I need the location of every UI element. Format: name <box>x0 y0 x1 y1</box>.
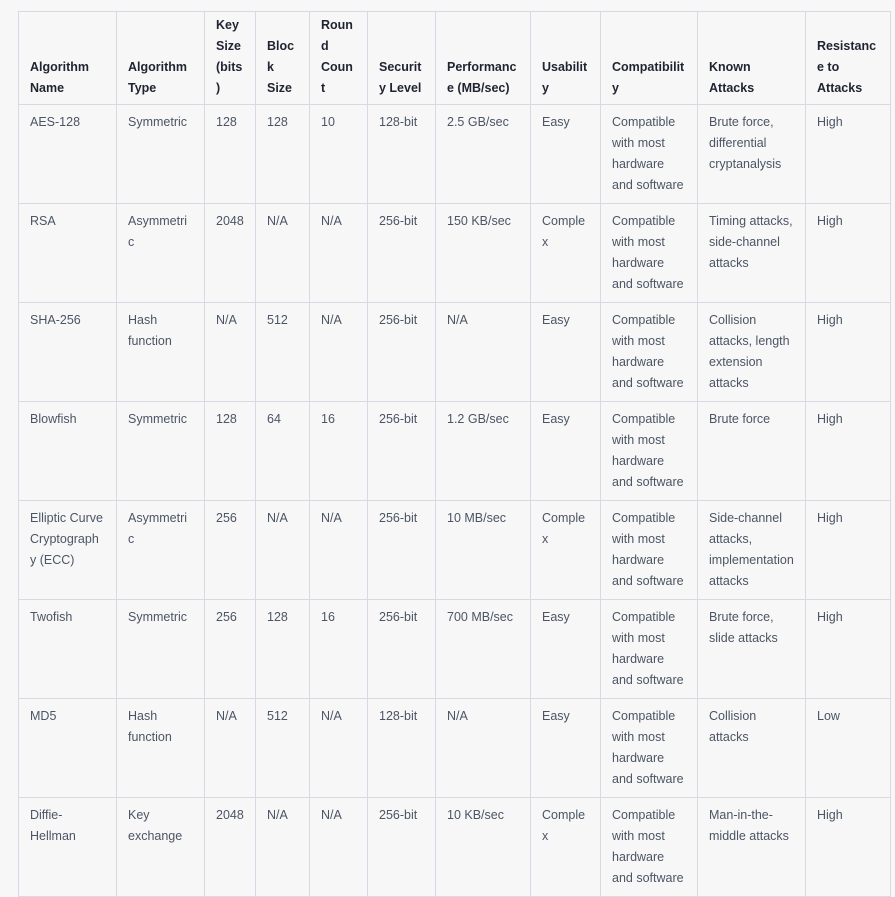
cell-security-level: 128-bit <box>368 105 436 204</box>
cell-usability: Easy <box>531 105 601 204</box>
cell-round-count: 16 <box>310 600 368 699</box>
cell-block-size: 64 <box>256 402 310 501</box>
cell-algorithm-type: Asymmetric <box>117 501 205 600</box>
cell-round-count: N/A <box>310 204 368 303</box>
cell-resistance: High <box>806 204 891 303</box>
cell-performance: N/A <box>436 303 531 402</box>
cell-performance: 150 KB/sec <box>436 204 531 303</box>
cell-key-size: N/A <box>205 699 256 798</box>
cell-round-count: N/A <box>310 798 368 897</box>
cell-security-level: 256-bit <box>368 501 436 600</box>
cell-usability: Complex <box>531 798 601 897</box>
cell-known-attacks: Brute force, differential cryptanalysis <box>698 105 806 204</box>
cell-performance: 10 MB/sec <box>436 501 531 600</box>
cell-algorithm-type: Hash function <box>117 303 205 402</box>
cell-algorithm-name: MD5 <box>19 699 117 798</box>
cell-algorithm-type: Symmetric <box>117 600 205 699</box>
cell-round-count: N/A <box>310 501 368 600</box>
cell-known-attacks: Side-channel attacks, implementation attacks <box>698 501 806 600</box>
cell-algorithm-name: Twofish <box>19 600 117 699</box>
cell-compatibility: Compatible with most hardware and software <box>601 303 698 402</box>
col-header-round-count: Round Count <box>310 12 368 105</box>
cell-block-size: 512 <box>256 303 310 402</box>
cell-resistance: High <box>806 501 891 600</box>
table-row <box>19 501 891 600</box>
cell-known-attacks: Brute force, slide attacks <box>698 600 806 699</box>
cell-resistance: High <box>806 402 891 501</box>
cell-performance: 1.2 GB/sec <box>436 402 531 501</box>
cell-key-size: 128 <box>205 402 256 501</box>
cell-security-level: 256-bit <box>368 204 436 303</box>
cell-algorithm-name: AES-128 <box>19 105 117 204</box>
cell-usability: Easy <box>531 699 601 798</box>
cell-algorithm-name: RSA <box>19 204 117 303</box>
cell-key-size: 256 <box>205 600 256 699</box>
cell-round-count: 10 <box>310 105 368 204</box>
cell-algorithm-name: Diffie-Hellman <box>19 798 117 897</box>
table-row <box>19 798 891 897</box>
cell-algorithm-name: Elliptic Curve Cryptography (ECC) <box>19 501 117 600</box>
cell-algorithm-name: Blowfish <box>19 402 117 501</box>
cell-performance: N/A <box>436 699 531 798</box>
cell-compatibility: Compatible with most hardware and software <box>601 798 698 897</box>
cell-security-level: 256-bit <box>368 798 436 897</box>
cell-known-attacks: Collision attacks, length extension attacks <box>698 303 806 402</box>
cell-usability: Complex <box>531 204 601 303</box>
table-row <box>19 600 891 699</box>
cell-compatibility: Compatible with most hardware and software <box>601 402 698 501</box>
cell-performance: 2.5 GB/sec <box>436 105 531 204</box>
cell-compatibility: Compatible with most hardware and software <box>601 105 698 204</box>
cell-usability: Easy <box>531 303 601 402</box>
cell-block-size: N/A <box>256 204 310 303</box>
cell-usability: Easy <box>531 402 601 501</box>
col-header-algorithm-type: Algorithm Type <box>117 12 205 105</box>
cell-known-attacks: Brute force <box>698 402 806 501</box>
cell-block-size: N/A <box>256 798 310 897</box>
table-row <box>19 105 891 204</box>
cell-compatibility: Compatible with most hardware and software <box>601 501 698 600</box>
cell-block-size: N/A <box>256 501 310 600</box>
cell-algorithm-name: SHA-256 <box>19 303 117 402</box>
cell-algorithm-type: Symmetric <box>117 402 205 501</box>
cell-round-count: N/A <box>310 303 368 402</box>
table-row <box>19 402 891 501</box>
cell-key-size: N/A <box>205 303 256 402</box>
col-header-security-level: Security Level <box>368 12 436 105</box>
cell-key-size: 2048 <box>205 798 256 897</box>
col-header-resistance: Resistance to Attacks <box>806 12 891 105</box>
cell-compatibility: Compatible with most hardware and software <box>601 600 698 699</box>
col-header-performance: Performance (MB/sec) <box>436 12 531 105</box>
cell-block-size: 128 <box>256 105 310 204</box>
cell-security-level: 128-bit <box>368 699 436 798</box>
cell-compatibility: Compatible with most hardware and software <box>601 699 698 798</box>
cell-performance: 10 KB/sec <box>436 798 531 897</box>
col-header-known-attacks: Known Attacks <box>698 12 806 105</box>
cell-security-level: 256-bit <box>368 600 436 699</box>
cell-round-count: N/A <box>310 699 368 798</box>
header-row <box>19 12 891 105</box>
cell-algorithm-type: Symmetric <box>117 105 205 204</box>
cell-algorithm-type: Asymmetric <box>117 204 205 303</box>
cell-round-count: 16 <box>310 402 368 501</box>
cell-resistance: High <box>806 105 891 204</box>
cell-resistance: High <box>806 600 891 699</box>
col-header-block-size: Block Size <box>256 12 310 105</box>
cell-security-level: 256-bit <box>368 303 436 402</box>
table-container <box>18 11 890 897</box>
col-header-key-size: Key Size (bits) <box>205 12 256 105</box>
cell-known-attacks: Collision attacks <box>698 699 806 798</box>
cell-known-attacks: Timing attacks, side-channel attacks <box>698 204 806 303</box>
cell-security-level: 256-bit <box>368 402 436 501</box>
col-header-algorithm-name: Algorithm Name <box>19 12 117 105</box>
table-row <box>19 204 891 303</box>
cell-performance: 700 MB/sec <box>436 600 531 699</box>
comparison-table <box>18 11 891 897</box>
cell-resistance: High <box>806 798 891 897</box>
cell-block-size: 128 <box>256 600 310 699</box>
table-row <box>19 303 891 402</box>
cell-resistance: Low <box>806 699 891 798</box>
cell-algorithm-type: Key exchange <box>117 798 205 897</box>
cell-block-size: 512 <box>256 699 310 798</box>
cell-key-size: 128 <box>205 105 256 204</box>
col-header-usability: Usability <box>531 12 601 105</box>
col-header-compatibility: Compatibility <box>601 12 698 105</box>
cell-key-size: 256 <box>205 501 256 600</box>
cell-key-size: 2048 <box>205 204 256 303</box>
cell-usability: Complex <box>531 501 601 600</box>
cell-algorithm-type: Hash function <box>117 699 205 798</box>
cell-known-attacks: Man-in-the-middle attacks <box>698 798 806 897</box>
table-row <box>19 699 891 798</box>
cell-resistance: High <box>806 303 891 402</box>
cell-compatibility: Compatible with most hardware and software <box>601 204 698 303</box>
cell-usability: Easy <box>531 600 601 699</box>
